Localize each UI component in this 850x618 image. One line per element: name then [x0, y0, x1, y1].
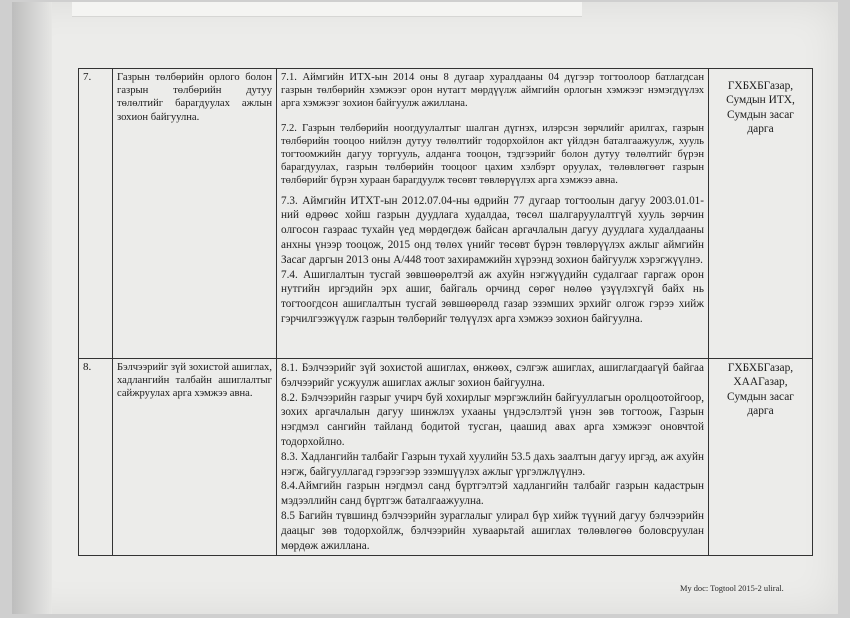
- table-row: [79, 359, 813, 556]
- action-item: 7.4. Ашиглалтын тусгай зөвшөөрөлтэй аж ахуйн нэгжүүдийн судалгааг гаргаж орон нутгийн иргэдийн эрх ашиг, байгаль орчинд сөрөг нөлөө үзүүлэхгүй байх нь тогтоогдсон ашиглалтын тусгай зөвшөөрөлд газар эзэмших эрхийг олгож гэрээ хийж гэрчилгээжүүлж газрын төлбөрийг төлүүлэх арга хэмжээ зохион байгуулна.: [281, 268, 704, 325]
- action-item: 8.1. Бэлчээрийг зүй зохистой ашиглах, өнжөөх, сэлгэж ашиглах, ашиглагдаагүй байгаа бэлчээрийг усжуулж ашиглах ажлыг зохион байгуулна.: [281, 362, 704, 389]
- action-item: 8.3. Хадлангийн талбайг Газрын тухай хуулийн 53.5 дахь заалтын дагуу иргэд, аж ахуйн нэгж, байгууллагад гэрээгээр эзэмшүүлэх ажлыг үргэлжлүүлнэ.: [281, 450, 704, 478]
- table-row: [79, 69, 813, 359]
- row-number: 8.: [79, 359, 113, 556]
- action-item: 7.3. Аймгийн ИТХТ-ын 2012.07.04-ны өдрийн 77 дугаар тогтоолын дагуу 2003.01.01-ний өдрөөс хойш газрын дуудлага худалдаа, төсөл шалгаруулалтгүй хууль зөрчин олгосон газраас тухайн үед мөрдөгдөж байсан аргачлалын дагуу дуудлага худалдааны анхны үнээр тооцож, 2015 онд төлөх үнийг төсөвт бүрэн төвлөрүүлэх ажлыг аймгийн Засаг даргын 2013 оны А/448 тоот захирамжийн хүрээнд зохион байгуулж хэрэгжүүлнэ.: [281, 194, 704, 266]
- page-top-strip: [72, 2, 582, 17]
- plan-table: [78, 68, 813, 556]
- action-item: 7.2. Газрын төлбөрийн ноогдуулалтыг шалган дүгнэх, илэрсэн зөрчлийг арилгах, газрын төлбөрийн тооцоо нийлэн дутуу төлөлтийг тодорхойлон акт үйлдэн баталгаажуулж, хууль тогтоомжийн дагуу торгууль, алданга тооцон, тэдгээрийг болон дутуу төлөлтийг бүрэн барагдуулах, газрын төлбөрийн тооцоог цахим хэлбэрт оруулах, төлөвлөгөөт газрын төлбөрийг бүрэн хураан барагдуулж төсөвт төвлөрүүлэх арга хэмжээ авна.: [281, 122, 704, 187]
- action-item: 8.2. Бэлчээрийн газрыг учирч буй хохирлыг мэргэжлийн байгууллагын оролцоотойгоор, зохих аргачлалын дагуу шинжлэх ухааны үндэслэлтэй үнэн зөв тогтоож, Газрын нэгдмэл сангийн тайланд бодитой тусган, цаашид авах арга хэмжээг оновчтой тодорхойлно.: [281, 391, 704, 448]
- row-topic: Газрын төлбөрийн орлого болон газрын төлбөрийн дутуу төлөлтийг барагдуулах ажлын зохион байгуулна.: [113, 69, 277, 359]
- row-actions: [277, 69, 709, 359]
- responsible-party: ГХБХБГазар, ХААГазар, Сумдын засаг дарга: [709, 359, 813, 556]
- row-actions: [277, 359, 709, 556]
- responsible-party: ГХБХБГазар, Сумдын ИТХ, Сумдын засаг дарга: [709, 69, 813, 359]
- action-item: 7.1. Аймгийн ИТХ-ын 2014 оны 8 дугаар хуралдааны 04 дүгээр тогтоолоор батлагдсан газрын төлбөрийн хэмжээг орон нутагт мөрдүүлж аймгийн орлогын хэмжээг нэмэгдүүлэх арга хэмжээг зохион байгуулж ажиллана.: [281, 72, 704, 110]
- action-item: 8.5 Багийн түвшинд бэлчээрийн зураглалыг улирал бүр хийж түүний дагуу бэлчээрийн даацыг зөв тодорхойлж, бэлчээрийн хуваарьтай ашиглах төлөвлөгөө боловсруулан мөрдөж ажиллана.: [281, 509, 704, 552]
- action-item: 8.4.Аймгийн газрын нэгдмэл санд бүртгэлтэй хадлангийн талбайг газрын кадастрын мэдээллийн санд бүртгэж баталгаажуулна.: [281, 480, 704, 508]
- footer-note: My doc: Togtool 2015-2 uliral.: [680, 584, 784, 593]
- row-topic: Бэлчээрийг зүй зохистой ашиглах, хадлангийн талбайн ашиглалтыг сайжруулах арга хэмжээ авна.: [113, 359, 277, 556]
- page-fold-shadow: [12, 2, 52, 614]
- row-number: 7.: [79, 69, 113, 359]
